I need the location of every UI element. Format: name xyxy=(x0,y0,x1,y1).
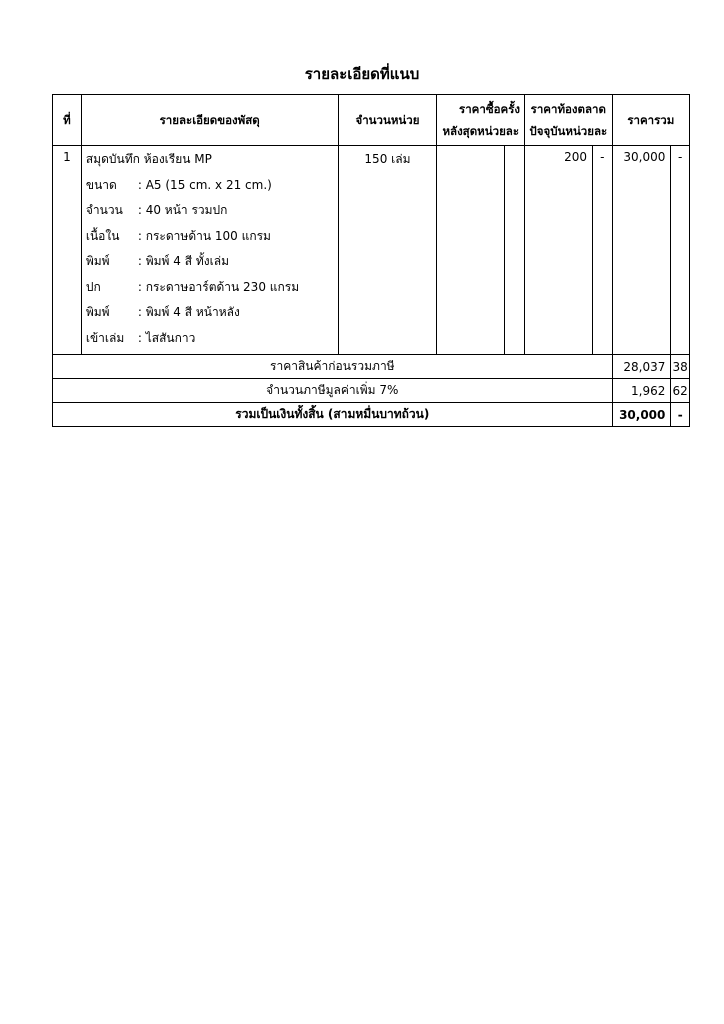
vat-label: จำนวนภาษีมูลค่าเพิ่ม 7% xyxy=(53,379,613,403)
header-description: รายละเอียดของพัสดุ xyxy=(81,95,338,146)
spec-value: : พิมพ์ 4 สี หน้าหลัง xyxy=(137,305,240,319)
item-last-price-satang xyxy=(505,146,525,355)
item-total-satang: - xyxy=(671,146,690,355)
spec-value: : 40 หน้า รวมปก xyxy=(137,203,228,217)
vat-satang: 62 xyxy=(671,379,690,403)
grand-total-baht: 30,000 xyxy=(612,403,671,427)
spec-value: : ไสสันกาว xyxy=(137,330,196,345)
spec-value: : กระดาษอาร์ตด้าน 230 แกรม xyxy=(137,279,300,294)
header-market-price xyxy=(525,95,613,146)
spec-label: ขนาด xyxy=(85,177,117,192)
spec-line xyxy=(86,329,338,355)
header-market-price-line1: ราคาท้องตลาด xyxy=(530,102,606,116)
spec-label: เนื้อใน xyxy=(85,228,120,243)
header-last-price-line1: ราคาซื้อครั้ง xyxy=(459,102,521,116)
header-market-price-line2: ปัจจุบันหน่วยละ xyxy=(529,124,608,138)
spec-label: พิมพ์ xyxy=(85,305,110,319)
spec-line xyxy=(86,278,338,304)
spec-line xyxy=(86,252,338,278)
pretax-label: ราคาสินค้าก่อนรวมภาษี xyxy=(53,355,613,379)
item-no: 1 xyxy=(53,146,82,355)
header-no: ที่ xyxy=(53,95,82,146)
spec-value: : A5 (15 cm. x 21 cm.) xyxy=(137,177,272,192)
pretax-satang: 38 xyxy=(671,355,690,379)
pretax-baht: 28,037 xyxy=(612,355,671,379)
document-title: รายละเอียดที่แนบ xyxy=(304,65,420,83)
spec-label: เข้าเล่ม xyxy=(85,330,125,345)
header-last-price-line2: หลังสุดหน่วยละ xyxy=(442,124,520,138)
item-total: 30,000 xyxy=(612,146,671,355)
spec-label: พิมพ์ xyxy=(85,254,110,268)
header-last-price xyxy=(437,95,525,146)
grand-total-label: รวมเป็นเงินทั้งสิ้น (สามหมื่นบาทถ้วน) xyxy=(53,403,613,427)
vat-baht: 1,962 xyxy=(612,379,671,403)
spec-value: : กระดาษด้าน 100 แกรม xyxy=(137,228,271,243)
item-quantity: 150 เล่ม xyxy=(338,146,437,355)
item-name: สมุดบันทึก ห้องเรียน MP xyxy=(85,152,212,166)
spec-line xyxy=(86,201,338,227)
item-last-price xyxy=(437,146,505,355)
spec-label: ปก xyxy=(85,279,101,294)
header-total: ราคารวม xyxy=(612,95,689,146)
spec-label: จำนวน xyxy=(85,203,123,217)
grand-total-row xyxy=(53,403,690,427)
header-row xyxy=(53,95,690,146)
table-row xyxy=(53,146,690,355)
item-table xyxy=(52,94,690,427)
item-market-price-satang: - xyxy=(593,146,613,355)
grand-total-satang: - xyxy=(671,403,690,427)
spec-line xyxy=(86,303,338,329)
item-description xyxy=(81,146,338,355)
item-market-price: 200 xyxy=(525,146,593,355)
header-quantity: จำนวนหน่วย xyxy=(338,95,437,146)
spec-value: : พิมพ์ 4 สี ทั้งเล่ม xyxy=(137,254,229,268)
vat-row xyxy=(53,379,690,403)
spec-line xyxy=(86,227,338,253)
spec-line xyxy=(86,176,338,202)
pretax-row xyxy=(53,355,690,379)
